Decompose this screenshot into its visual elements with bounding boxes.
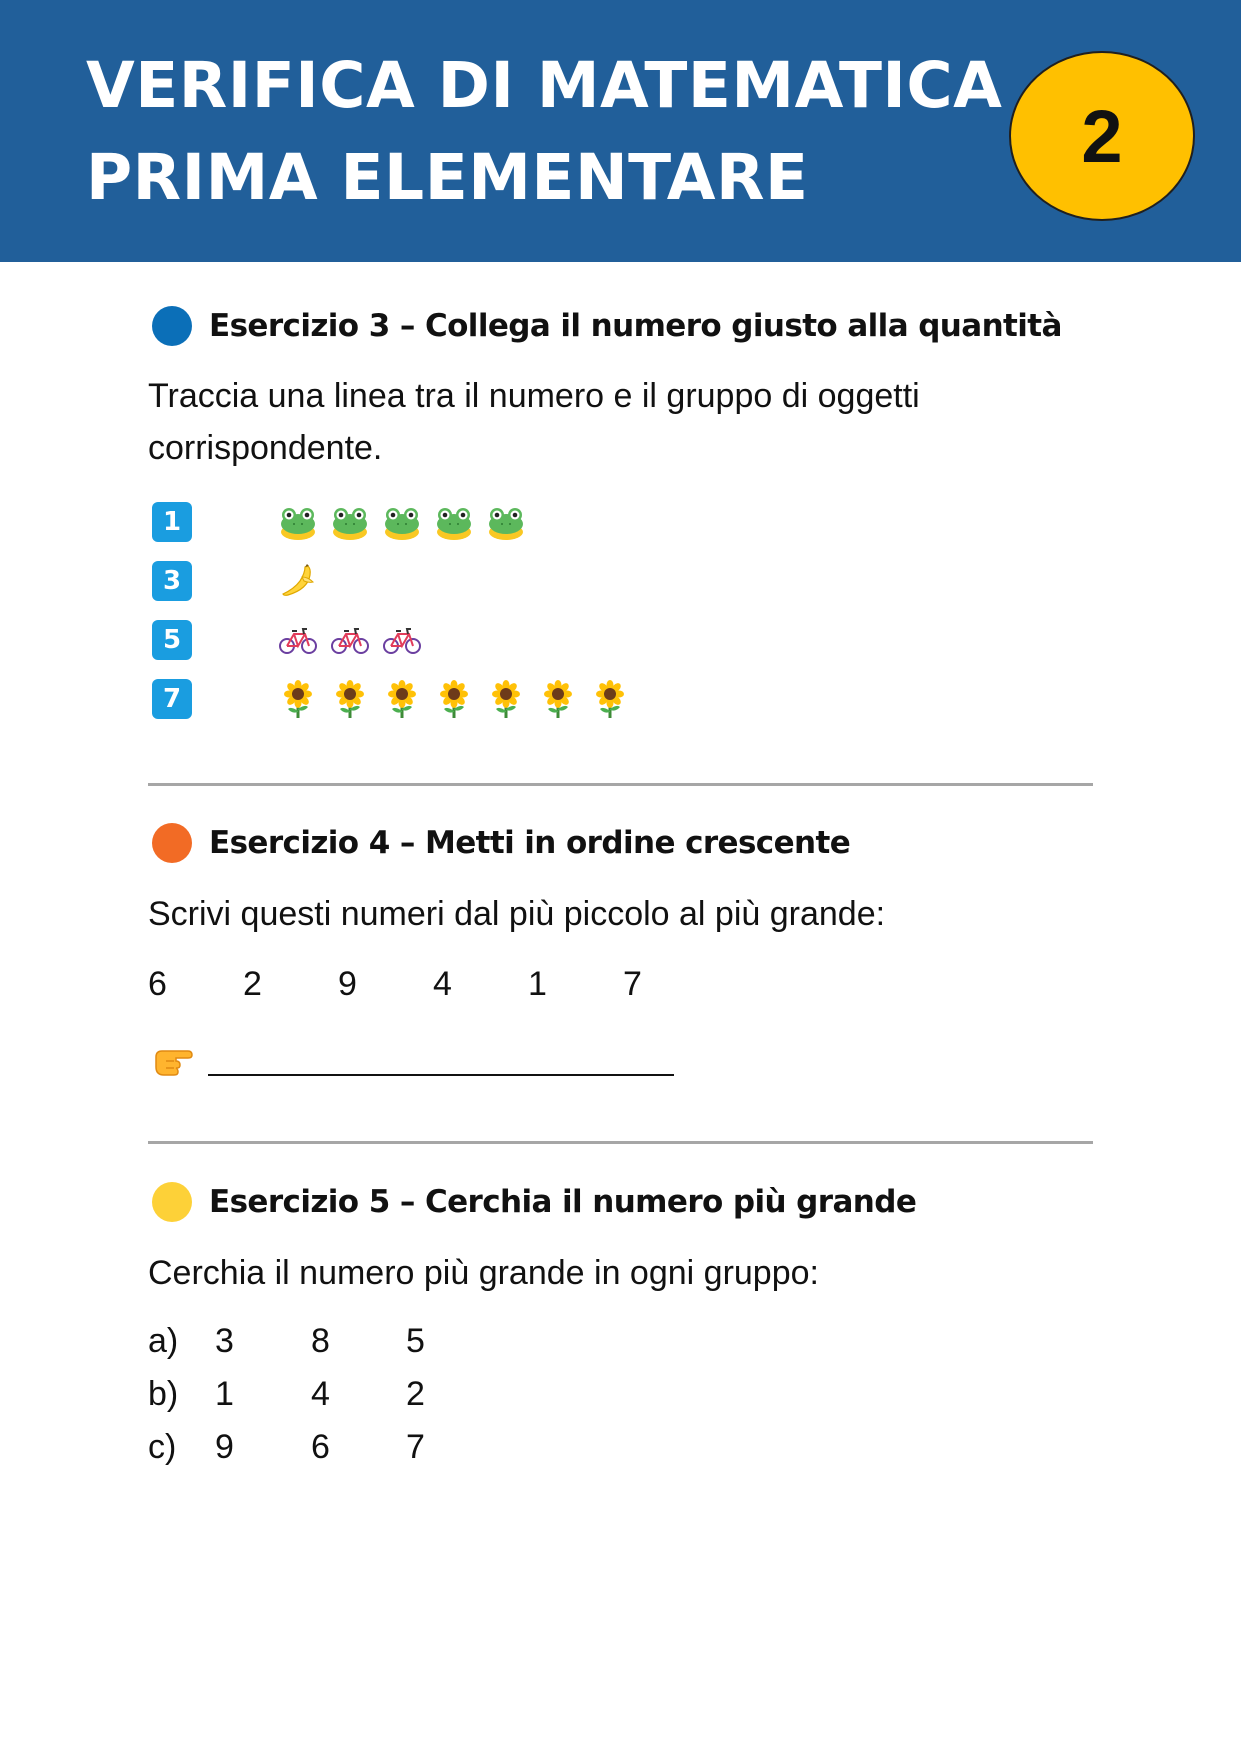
frog-icon xyxy=(330,502,370,542)
number-item: 1 xyxy=(528,965,547,1003)
yellow-circle-icon xyxy=(152,1182,192,1222)
exercise-4-instruction: Scrivi questi numeri dal più piccolo al più grande: xyxy=(148,895,886,933)
number-key-1: 1 xyxy=(152,502,192,542)
group-number[interactable]: 7 xyxy=(406,1428,425,1466)
exercise-5-heading xyxy=(152,1180,916,1224)
match-row-7 xyxy=(152,679,192,719)
exercise-4-title: Esercizio 4 – Metti in ordine crescente xyxy=(209,825,851,861)
number-key-3: 3 xyxy=(152,561,192,601)
group-label: b) xyxy=(148,1375,179,1413)
sunflower-icon xyxy=(330,679,370,719)
group-number[interactable]: 9 xyxy=(215,1428,234,1466)
header-banner xyxy=(0,0,1241,262)
group-number[interactable]: 1 xyxy=(215,1375,234,1413)
exercise-5-title: Esercizio 5 – Cerchia il numero più grande xyxy=(209,1184,917,1220)
sunflower-icon xyxy=(590,679,630,719)
bicycle-icon xyxy=(278,620,318,660)
title-line-2: PRIMA ELEMENTARE xyxy=(86,141,809,214)
orange-circle-icon xyxy=(152,823,192,863)
object-group xyxy=(278,620,434,660)
number-item: 9 xyxy=(338,965,357,1003)
number-item: 7 xyxy=(623,965,642,1003)
title-line-1: VERIFICA DI MATEMATICA xyxy=(86,49,1003,122)
number-item: 2 xyxy=(243,965,262,1003)
object-group xyxy=(278,561,330,601)
pointing-hand-icon xyxy=(152,1039,194,1081)
group-label: c) xyxy=(148,1428,177,1466)
section-divider xyxy=(148,1141,1093,1144)
sunflower-icon xyxy=(434,679,474,719)
frog-icon xyxy=(486,502,526,542)
frog-icon xyxy=(382,502,422,542)
banana-icon xyxy=(278,561,318,601)
page-number-badge xyxy=(1009,51,1195,221)
exercise-3-title: Esercizio 3 – Collega il numero giusto alla quantità xyxy=(209,308,1062,344)
group-number[interactable]: 8 xyxy=(311,1322,330,1360)
bicycle-icon xyxy=(382,620,422,660)
sunflower-icon xyxy=(486,679,526,719)
group-number[interactable]: 4 xyxy=(311,1375,330,1413)
page-title xyxy=(86,40,1003,224)
answer-row xyxy=(152,1036,194,1084)
number-key-7: 7 xyxy=(152,679,192,719)
exercise-3-heading xyxy=(152,304,1062,348)
exercise-3-instruction: Traccia una linea tra il numero e il gruppo di oggetti corrispondente. xyxy=(148,377,920,467)
blue-circle-icon xyxy=(152,306,192,346)
exercise-4-heading xyxy=(152,821,850,865)
match-row-1 xyxy=(152,502,192,542)
group-number[interactable]: 6 xyxy=(311,1428,330,1466)
object-group xyxy=(278,502,538,542)
answer-blank-line[interactable] xyxy=(208,1074,674,1076)
bicycle-icon xyxy=(330,620,370,660)
number-item: 6 xyxy=(148,965,167,1003)
group-number[interactable]: 5 xyxy=(406,1322,425,1360)
match-row-3 xyxy=(152,561,192,601)
object-group xyxy=(278,679,642,719)
frog-icon xyxy=(278,502,318,542)
section-divider xyxy=(148,783,1093,786)
sunflower-icon xyxy=(278,679,318,719)
exercise-5-instruction: Cerchia il numero più grande in ogni gruppo: xyxy=(148,1254,819,1292)
frog-icon xyxy=(434,502,474,542)
number-key-5: 5 xyxy=(152,620,192,660)
page-number: 2 xyxy=(1081,94,1123,178)
group-label: a) xyxy=(148,1322,179,1360)
group-number[interactable]: 3 xyxy=(215,1322,234,1360)
sunflower-icon xyxy=(382,679,422,719)
sunflower-icon xyxy=(538,679,578,719)
number-item: 4 xyxy=(433,965,452,1003)
group-number[interactable]: 2 xyxy=(406,1375,425,1413)
match-row-5 xyxy=(152,620,192,660)
